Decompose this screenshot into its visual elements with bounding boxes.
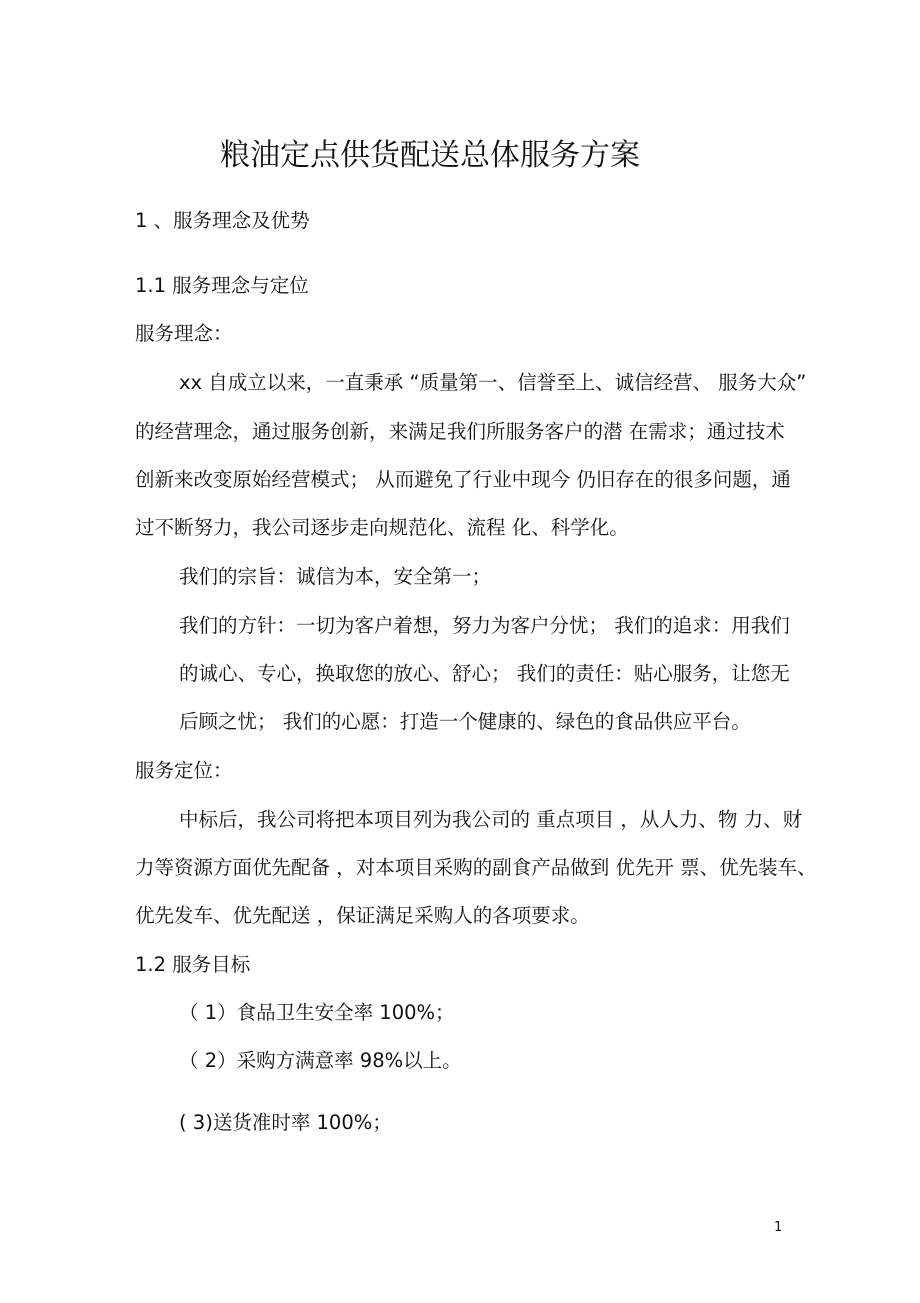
motto-line-3: 的诚心、专心，换取您的放心、舒心； 我们的责任：贴心服务，让您无 [179, 662, 790, 685]
section-1-1-heading: 1.1 服务理念与定位 [135, 274, 309, 297]
position-line-1: 中标后，我公司将把本项目列为我公司的 重点项目 ，从人力、物 力、财 [179, 808, 803, 831]
motto-line-4: 后顾之忧； 我们的心愿：打造一个健康的、绿色的食品供应平台。 [179, 710, 751, 733]
intro-line-4: 过不断努力，我公司逐步走向规范化、流程 化、科学化。 [135, 516, 629, 539]
goal-item-3: ( 3)送货准时率 100%； [179, 1111, 392, 1134]
intro-line-3: 创新来改变原始经营模式； 从而避免了行业中现今 仍旧存在的很多问题，通 [135, 468, 791, 491]
intro-line-1: xx 自成立以来，一直秉承 “质量第一、信誉至上、诚信经营、 服务大众” [179, 371, 807, 394]
position-line-3: 优先发车、优先配送 ，保证满足采购人的各项要求。 [135, 904, 590, 927]
service-concept-label: 服务理念： [135, 322, 233, 345]
goal-item-2: （ 2）采购方满意率 98%以上。 [179, 1049, 462, 1072]
section-1-2-heading: 1.2 服务目标 [135, 953, 251, 976]
section-1-heading: 1 、服务理念及优势 [135, 209, 310, 232]
motto-line-2: 我们的方针：一切为客户着想，努力为客户分忧； 我们的追求：用我们 [179, 614, 790, 637]
service-position-label: 服务定位： [135, 759, 233, 782]
motto-line-1: 我们的宗旨：诚信为本，安全第一； [179, 565, 492, 588]
document-title: 粮油定点供货配送总体服务方案 [220, 138, 640, 173]
goal-item-1: （ 1）食品卫生安全率 100%； [179, 1001, 455, 1024]
position-line-2: 力等资源方面优先配备 ，对本项目采购的副食产品做到 优先开 票、优先装车、 [135, 856, 817, 879]
page-number: 1 [774, 1220, 783, 1235]
intro-line-2: 的经营理念，通过服务创新，来满足我们所服务客户的潜 在需求；通过技术 [135, 420, 785, 443]
